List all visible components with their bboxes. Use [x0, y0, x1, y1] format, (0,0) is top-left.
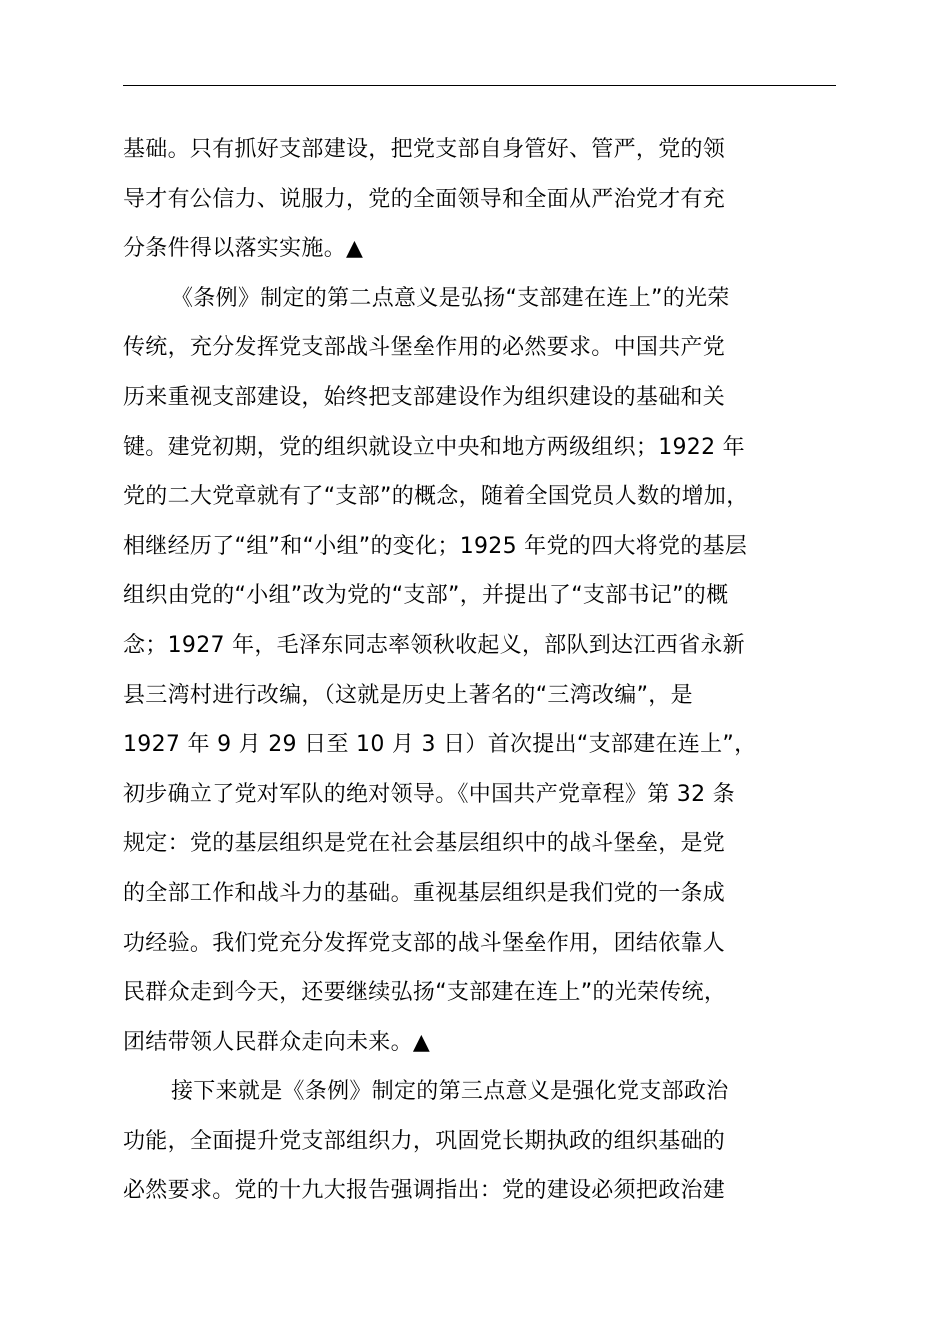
text-line: 《条例》制定的第二点意义是弘扬“支部建在连上”的光荣 [171, 285, 730, 311]
text-line: 党的二大党章就有了“支部”的概念，随着全国党员人数的增加， [123, 484, 749, 510]
text-line: 导才有公信力、说服力，党的全面领导和全面从严治党才有充 [123, 186, 726, 212]
text-line: 的全部工作和战斗力的基础。重视基层组织是我们党的一条成 [123, 880, 726, 906]
text-line: 功经验。我们党充分发挥党支部的战斗堡垒作用，团结依靠人 [123, 930, 726, 956]
text-line: 相继经历了“组”和“小组”的变化；1925 年党的四大将党的基层 [123, 533, 748, 559]
text-line: 基础。只有抓好支部建设，把党支部自身管好、管严，党的领 [123, 137, 726, 162]
text-line: 念；1927 年，毛泽东同志率领秋收起义，部队到达江西省永新 [123, 632, 745, 658]
header-rule [123, 85, 836, 86]
text-line: 规定：党的基层组织是党在社会基层组织中的战斗堡垒，是党 [123, 831, 726, 857]
body-text [123, 125, 863, 1216]
text-line: 接下来就是《条例》制定的第三点意义是强化党支部政治 [171, 1079, 729, 1105]
text-line: 功能，全面提升党支部组织力，巩固党长期执政的组织基础的 [123, 1128, 726, 1154]
text-line: 初步确立了党对军队的绝对领导。《中国共产党章程》第 32 条 [123, 781, 735, 807]
text-line: 分条件得以落实实施。▲ [123, 236, 364, 262]
text-line: 组织由党的“小组”改为党的“支部”，并提出了“支部书记”的概 [123, 583, 729, 609]
text-line: 团结带领人民群众走向未来。▲ [123, 1029, 431, 1055]
text-line: 键。建党初期，党的组织就设立中央和地方两级组织；1922 年 [123, 434, 745, 460]
text-line: 历来重视支部建设，始终把支部建设作为组织建设的基础和关 [123, 384, 726, 410]
text-line: 县三湾村进行改编，（这就是历史上著名的“三湾改编”，是 [123, 682, 693, 708]
text-line: 民群众走到今天，还要继续弘扬“支部建在连上”的光荣传统， [123, 980, 727, 1006]
text-line: 1927 年 9 月 29 日至 10 月 3 日）首次提出“支部建在连上”， [123, 732, 757, 758]
text-line: 必然要求。党的十九大报告强调指出：党的建设必须把政治建 [123, 1178, 726, 1204]
text-line: 传统，充分发挥党支部战斗堡垒作用的必然要求。中国共产党 [123, 335, 726, 361]
